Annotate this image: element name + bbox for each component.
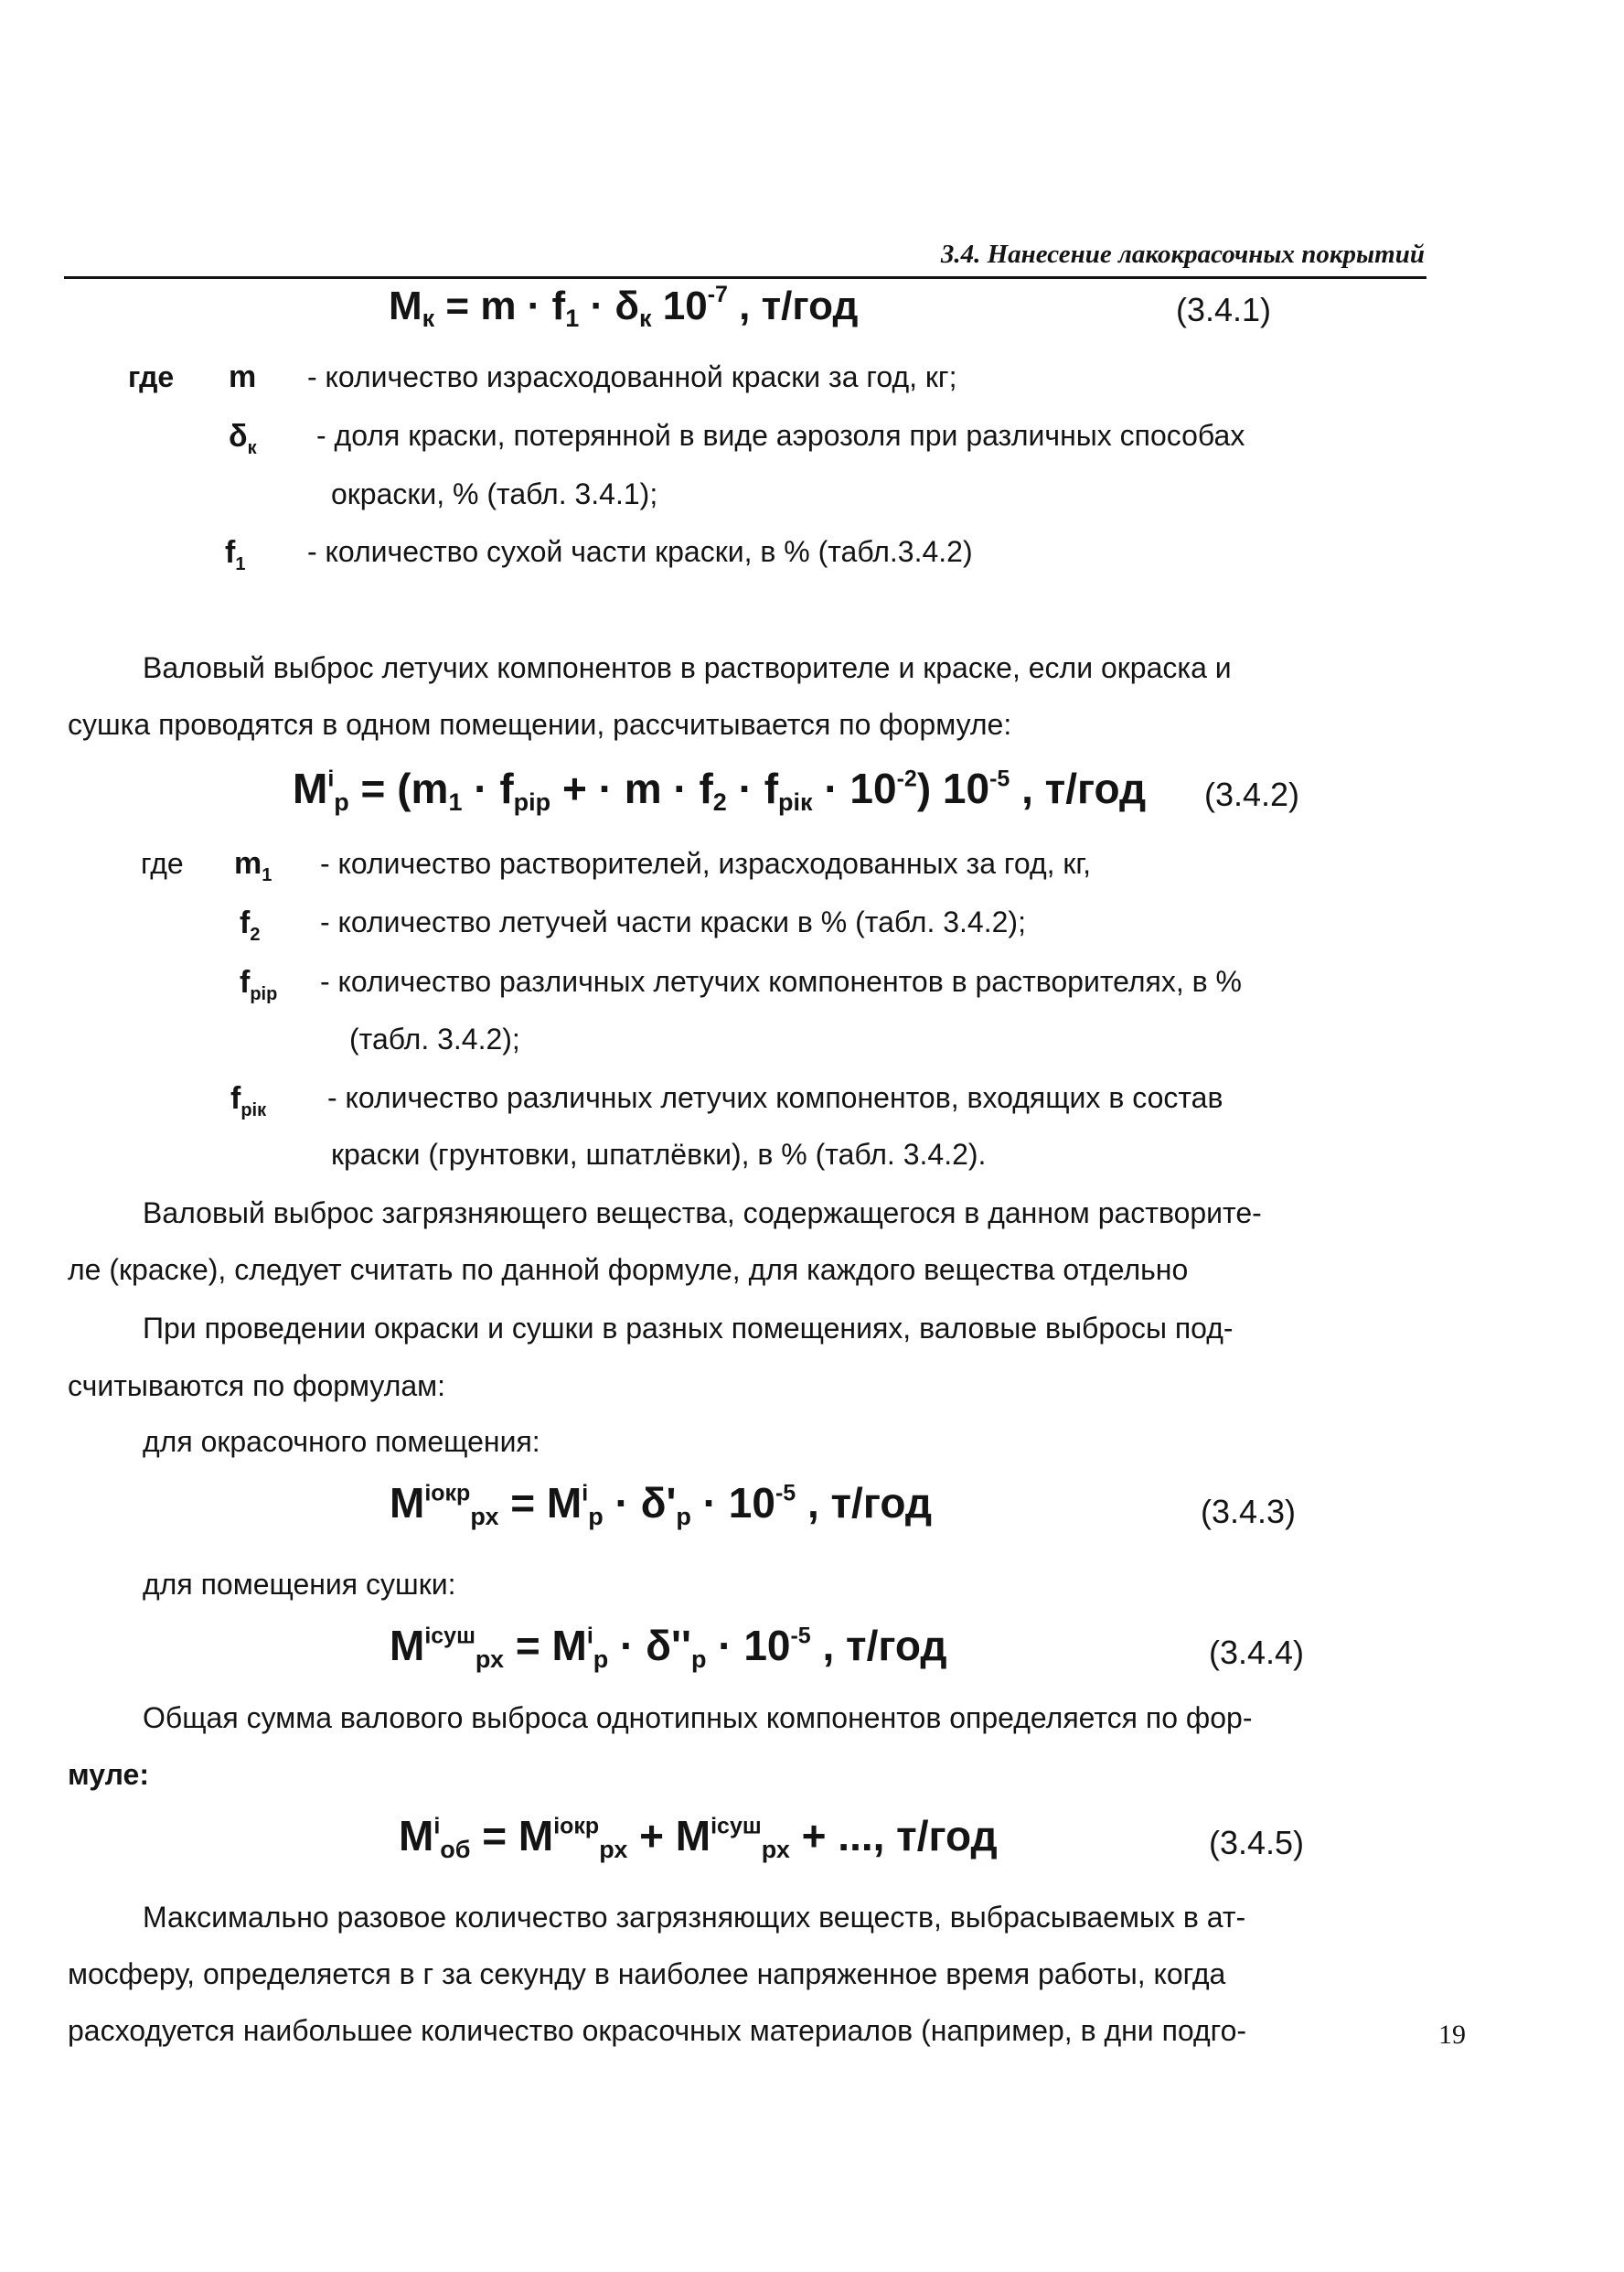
- def-f2: - количество летучей части краски в % (табл. 3.4.2);: [320, 906, 1026, 938]
- symbol-delta-k: $\delta_к$: [229, 419, 257, 458]
- where-label-2: где: [141, 847, 184, 880]
- para2-line1: Валовый выброс загрязняющего вещества, содержащегося в данном растворите-: [143, 1196, 1262, 1229]
- where-label: где: [128, 360, 175, 393]
- def-delta-k-cont: окраски, % (табл. 3.4.1);: [331, 477, 658, 510]
- def-delta-k: - доля краски, потерянной в виде аэрозоля при различных способах: [316, 419, 1245, 452]
- symbol-f1: $f_1$: [225, 535, 246, 574]
- symbol-m1: $m_1$: [234, 846, 272, 885]
- para4-line1: Общая сумма валового выброса однотипных компонентов определяется по фор-: [143, 1701, 1253, 1734]
- formula-number-3-4-1: (3.4.1): [1176, 291, 1272, 328]
- label-dry-room: для помещения сушки:: [143, 1568, 456, 1601]
- running-head: 3.4. Нанесение лакокрасочных покрытий: [940, 240, 1425, 269]
- def-fpik-cont: краски (грунтовки, шпатлёвки), в % (табл. 3.4.2).: [331, 1138, 987, 1171]
- symbol-fpir: $f_{piр}$: [240, 965, 278, 1004]
- para5-line2: мосферу, определяется в г за секунду в наиболее напряженное время работы, когда: [68, 1957, 1226, 1990]
- para5-line3: расходуется наибольшее количество окрасочных материалов (например, в дни подго-: [68, 2014, 1247, 2047]
- formula-number-3-4-4: (3.4.4): [1209, 1634, 1305, 1671]
- def-m: - количество израсходованной краски за год, кг;: [307, 360, 957, 393]
- formula-3-4-5: $M^i_{об} = M^{iокр}_{рх} + M^{iсуш}_{рх}$ + ..., т/год: [399, 1812, 998, 1864]
- page-number: 19: [1438, 2020, 1466, 2050]
- para3-line1: При проведении окраски и сушки в разных помещениях, валовые выбросы под-: [143, 1312, 1234, 1345]
- header-rule: [64, 276, 1426, 279]
- label-paint-room: для окрасочного помещения:: [143, 1425, 540, 1458]
- def-m1: - количество растворителей, израсходованных за год, кг,: [320, 847, 1092, 880]
- para1-line2: сушка проводятся в одном помещении, рассчитывается по формуле:: [68, 708, 1012, 741]
- symbol-m: m: [229, 359, 257, 394]
- def-f1: - количество сухой части краски, в % (табл.3.4.2): [307, 535, 973, 568]
- formula-3-4-4: $M^{iсуш}_{рх} = M^i_р \cdot \delta''_р \cdot 10^{-5}$ , т/год: [390, 1622, 947, 1674]
- formula-3-4-3: $M^{iокр}_{рх} = M^i_р \cdot \delta'_р \cdot 10^{-5}$ , т/год: [390, 1479, 933, 1531]
- def-fpir: - количество различных летучих компонентов в растворителях, в %: [320, 965, 1242, 998]
- def-fpik: - количество различных летучих компонентов, входящих в состав: [327, 1081, 1223, 1114]
- para2-line2: ле (краске), следует считать по данной формуле, для каждого вещества отдельно: [68, 1253, 1189, 1286]
- para1-line1: Валовый выброс летучих компонентов в растворителе и краске, если окраска и: [143, 651, 1232, 684]
- formula-3-4-1: $M_к = m \cdot f_1 \cdot \delta_к$ $10^{-7}$ , т/год: [389, 282, 859, 332]
- formula-number-3-4-5: (3.4.5): [1209, 1824, 1305, 1861]
- symbol-fpik: $f_{piк}$: [230, 1081, 267, 1120]
- formula-number-3-4-2: (3.4.2): [1204, 776, 1300, 813]
- formula-3-4-2: $M^i_р = (m_1 \cdot f_{piр}$ + · $m \cdot f_2 \cdot f_{piк} \cdot 10^{-2}$) $10^{-5}$ , т/год: [293, 765, 1147, 817]
- formula-number-3-4-3: (3.4.3): [1201, 1493, 1297, 1530]
- para4-line2: муле:: [68, 1758, 149, 1791]
- symbol-f2: $f_2$: [240, 906, 261, 945]
- para5-line1: Максимально разовое количество загрязняющих веществ, выбрасываемых в ат-: [143, 1901, 1246, 1934]
- para3-line2: считываются по формулам:: [68, 1369, 446, 1402]
- def-fpir-cont: (табл. 3.4.2);: [349, 1023, 520, 1056]
